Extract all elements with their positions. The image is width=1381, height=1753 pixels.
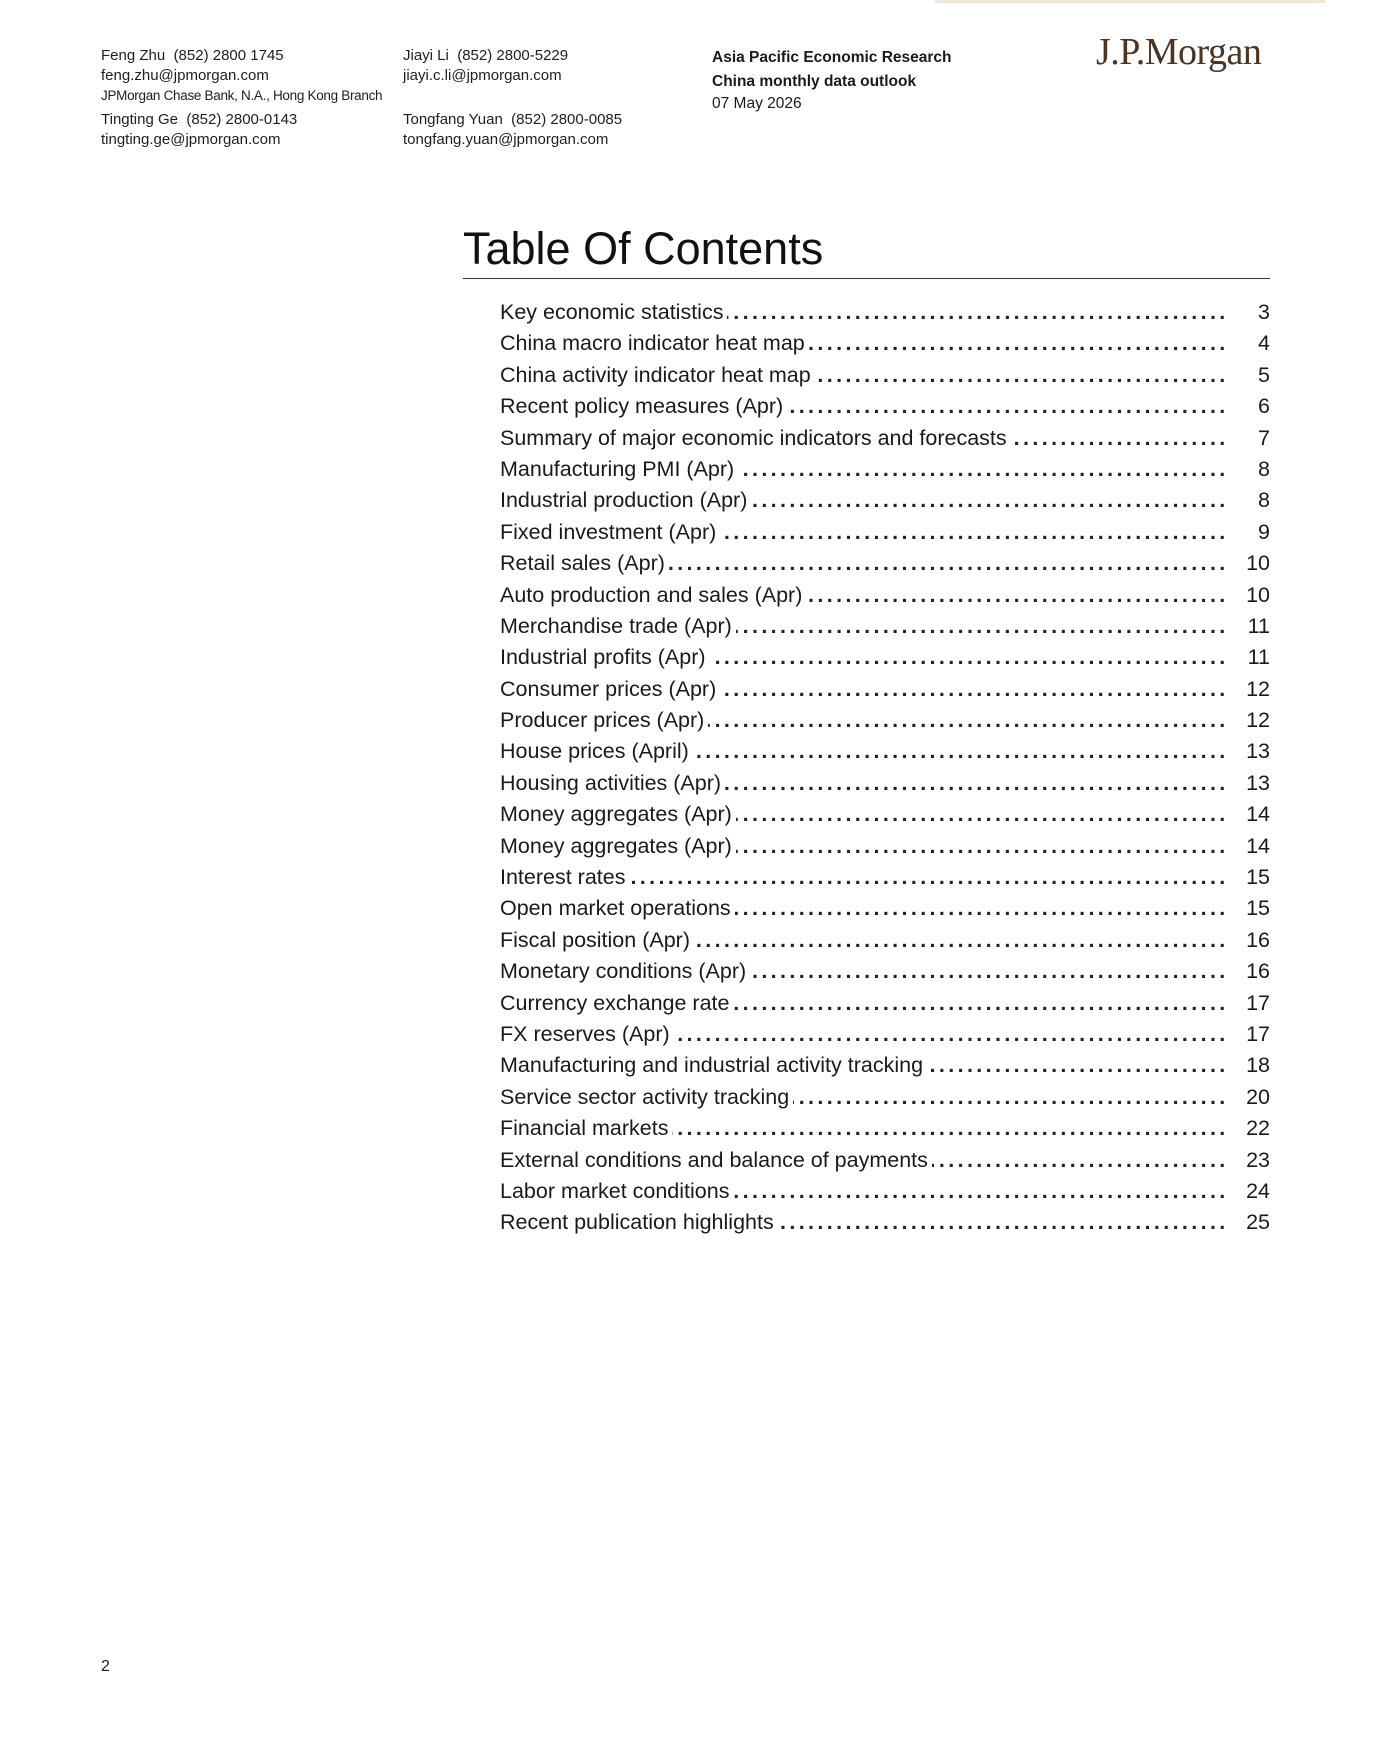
toc-entry-label: Currency exchange rate [500,990,730,1015]
toc-entry-page: 14 [1246,833,1270,858]
toc-dot-leader [733,1179,1224,1204]
toc-entry[interactable] [500,834,1270,865]
toc-entry[interactable] [500,1210,1270,1241]
toc-entry-label: Money aggregates (Apr) [500,833,732,858]
toc-dot-leader [1011,426,1224,451]
toc-entry-page: 16 [1246,927,1270,952]
toc-entry-page: 10 [1246,551,1270,576]
toc-entry[interactable] [500,394,1270,425]
author-name-phone [101,110,382,130]
toc-dot-leader [727,300,1224,325]
toc-entry[interactable] [500,488,1270,519]
author-email[interactable]: tingting.ge@jpmorgan.com [101,131,281,148]
top-accent-bar [935,0,1325,3]
toc-entry-label: Labor market conditions [500,1178,730,1203]
toc-entry-label: Fiscal position (Apr) [500,927,690,952]
toc-entry-page: 13 [1246,770,1270,795]
toc-entry[interactable] [500,426,1270,457]
toc-entry-label: Recent publication highlights [500,1210,774,1235]
toc-entry[interactable] [500,1085,1270,1116]
toc-dot-leader [927,1053,1224,1078]
toc-dot-leader [736,834,1224,859]
author-feng-zhu [101,46,382,106]
toc-entry-page: 7 [1258,425,1270,450]
author-name: Tongfang Yuan [403,111,503,128]
toc-entry[interactable] [500,614,1270,645]
toc-entry[interactable] [500,771,1270,802]
toc-entry-label: Monetary conditions (Apr) [500,959,747,984]
toc-entry-page: 13 [1246,739,1270,764]
toc-entry-page: 11 [1247,645,1270,670]
toc-entry[interactable] [500,583,1270,614]
toc-entry-label: Housing activities (Apr) [500,770,722,795]
toc-entry-page: 8 [1258,456,1270,481]
toc-dot-leader [751,488,1224,513]
toc-entry-label: Auto production and sales (Apr) [500,582,803,607]
toc-entry[interactable] [500,300,1270,331]
toc-entry[interactable] [500,645,1270,676]
toc-dot-leader [672,1116,1224,1141]
toc-entry-page: 11 [1247,613,1270,638]
toc-entry-label: Consumer prices (Apr) [500,676,717,701]
toc-entry[interactable] [500,1148,1270,1179]
author-phone: (852) 2800-5229 [457,47,569,64]
toc-entry-page: 3 [1258,300,1270,324]
toc-entry-label: External conditions and balance of payments [500,1147,928,1172]
author-jiayi-li [403,46,622,106]
toc-entry[interactable] [500,896,1270,927]
toc-entry-label: Financial markets [500,1116,669,1141]
toc-entry-page: 8 [1258,488,1270,513]
toc-entry-page: 16 [1246,959,1270,984]
toc-entry-page: 15 [1246,865,1270,890]
author-tongfang-yuan [403,110,622,150]
toc-entry-page: 23 [1246,1147,1270,1172]
toc-entry[interactable] [500,928,1270,959]
toc-entry-label: Key economic statistics [500,300,724,324]
toc-entry[interactable] [500,708,1270,739]
page-number: 2 [101,1658,110,1675]
toc-dot-leader [725,771,1224,796]
toc-entry[interactable] [500,457,1270,488]
toc-entry-page: 9 [1258,519,1270,544]
toc-entry-page: 22 [1246,1116,1270,1141]
author-phone: (852) 2800-0143 [186,111,298,128]
author-name-phone [403,110,622,130]
toc-entry[interactable] [500,551,1270,582]
toc-entry-label: Industrial production (Apr) [500,488,748,513]
toc-entry-page: 15 [1246,896,1270,921]
toc-entry[interactable] [500,865,1270,896]
toc-entry-page: 4 [1258,331,1270,356]
toc-dot-leader [738,457,1224,482]
toc-entry-page: 14 [1246,802,1270,827]
toc-entry[interactable] [500,363,1270,394]
toc-entry[interactable] [500,1116,1270,1147]
toc-entry-label: House prices (April) [500,739,689,764]
report-title: China monthly data outlook [712,73,917,90]
author-branch: JPMorgan Chase Bank, N.A., Hong Kong Branch [101,88,383,103]
toc-entry-label: Interest rates [500,865,626,890]
author-tingting-ge [101,110,382,150]
toc-dot-leader [809,331,1224,356]
toc-entry-label: Manufacturing PMI (Apr) [500,456,735,481]
author-email[interactable]: jiayi.c.li@jpmorgan.com [403,67,562,84]
toc-dot-leader [778,1210,1224,1235]
toc-entry[interactable] [500,739,1270,770]
toc-entry-page: 5 [1258,362,1270,387]
toc-entry-label: FX reserves (Apr) [500,1021,670,1046]
toc-entry-label: Recent policy measures (Apr) [500,394,784,419]
toc-dot-leader [629,865,1224,890]
toc-entry-label: Industrial profits (Apr) [500,645,706,670]
toc-entry-page: 12 [1246,676,1270,701]
author-email[interactable]: tongfang.yuan@jpmorgan.com [403,131,609,148]
toc-dot-leader [736,802,1224,827]
toc-entry-label: Manufacturing and industrial activity tracking [500,1053,924,1078]
toc-entry[interactable] [500,331,1270,362]
author-name: Jiayi Li [403,47,449,64]
toc-entry[interactable] [500,677,1270,708]
toc-dot-leader [720,520,1224,545]
toc-entry-page: 18 [1246,1053,1270,1078]
author-column-left [101,46,382,150]
toc-entry-label: Summary of major economic indicators and forecasts [500,425,1007,450]
toc-entry-label: China macro indicator heat map [500,331,805,356]
toc-dot-leader [793,1085,1224,1110]
author-phone: (852) 2800-0085 [511,111,623,128]
toc-dot-leader [932,1148,1224,1173]
toc-dot-leader [674,1022,1224,1047]
toc-dot-leader [815,363,1224,388]
toc-divider [463,278,1270,279]
toc-dot-leader [694,928,1224,953]
toc-entry-page: 17 [1246,990,1270,1015]
toc-entry-page: 25 [1246,1210,1270,1235]
report-date: 07 May 2026 [712,95,802,112]
toc-title: Table Of Contents [463,223,824,274]
toc-list [500,300,1270,1242]
toc-dot-leader [708,708,1224,733]
toc-entry-label: Service sector activity tracking [500,1084,790,1109]
toc-dot-leader [710,645,1224,670]
toc-entry[interactable] [500,802,1270,833]
toc-entry-label: Open market operations [500,896,731,921]
toc-entry-page: 12 [1246,708,1270,733]
author-name-phone [101,46,382,66]
toc-dot-leader [787,394,1224,419]
toc-dot-leader [736,614,1224,639]
toc-entry[interactable] [500,1179,1270,1210]
toc-dot-leader [720,677,1224,702]
toc-entry[interactable] [500,520,1270,551]
toc-entry-label: Money aggregates (Apr) [500,802,732,827]
toc-entry-label: Fixed investment (Apr) [500,519,717,544]
toc-dot-leader [735,896,1224,921]
department-title: Asia Pacific Economic Research [712,49,952,66]
toc-entry-label: Retail sales (Apr) [500,551,665,576]
toc-dot-leader [669,551,1224,576]
toc-dot-leader [750,959,1224,984]
toc-entry-page: 17 [1246,1021,1270,1046]
toc-entry-label: Producer prices (Apr) [500,708,705,733]
toc-entry-page: 24 [1246,1178,1270,1203]
author-phone: (852) 2800 1745 [173,47,284,64]
author-name-phone [403,46,622,66]
toc-entry[interactable] [500,991,1270,1022]
author-column-right [403,46,622,150]
toc-dot-leader [733,991,1224,1016]
toc-entry[interactable] [500,959,1270,990]
toc-entry[interactable] [500,1022,1270,1053]
toc-entry-label: China activity indicator heat map [500,362,811,387]
author-name: Tingting Ge [101,111,178,128]
jpmorgan-logo: J.P.Morgan [1096,31,1262,73]
toc-entry-label: Merchandise trade (Apr) [500,613,732,638]
toc-dot-leader [806,583,1224,608]
toc-entry-page: 20 [1246,1084,1270,1109]
toc-entry[interactable] [500,1053,1270,1084]
research-header [712,46,952,114]
author-email[interactable]: feng.zhu@jpmorgan.com [101,67,269,84]
toc-entry-page: 6 [1258,394,1270,419]
toc-entry-page: 10 [1246,582,1270,607]
author-name: Feng Zhu [101,47,166,64]
toc-dot-leader [693,739,1224,764]
